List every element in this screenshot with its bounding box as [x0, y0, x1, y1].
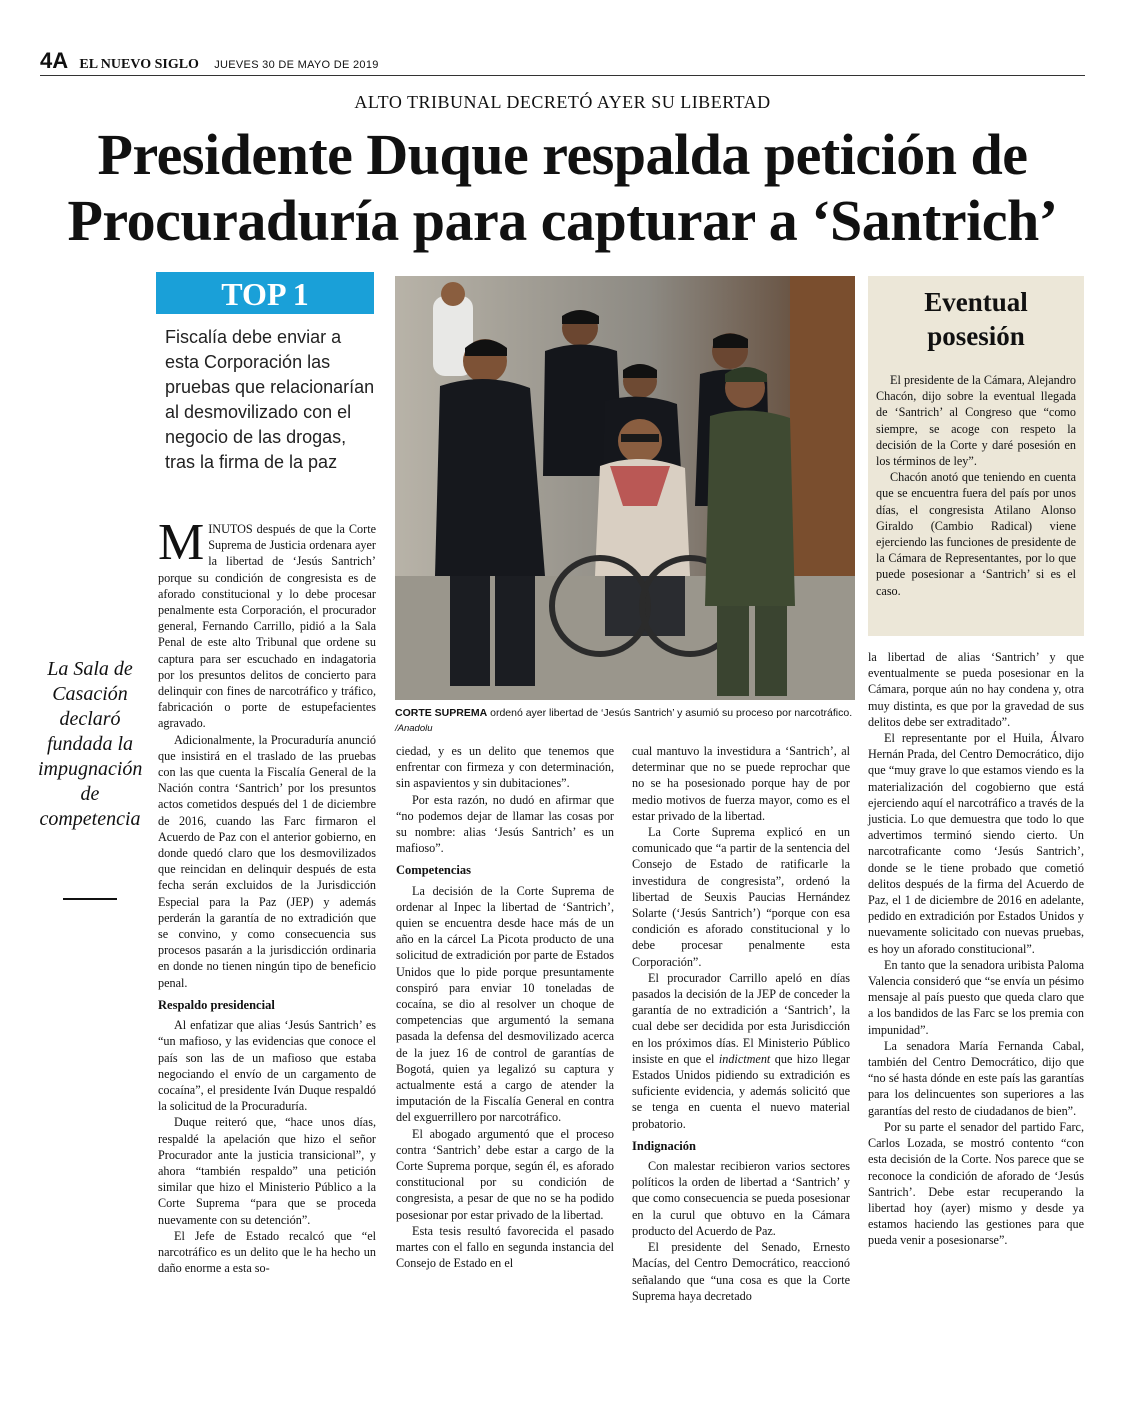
- article-paragraph: [632, 970, 850, 1132]
- article-column-1: [158, 514, 376, 1276]
- article-paragraph: La Corte Suprema explicó en un comunicado que “a partir de la sentencia del Consejo de Estado de ratificarle la investidura de congresista”, ordenó la libertad de Seuxis Paucias Hernández Solarte (‘Jesús Santrich’) “porque con esa condición es aforado constitucional y lo debe procesar penalmente esta Corporación”.: [632, 825, 850, 969]
- article-paragraph: cual mantuvo la investidura a ‘Santrich’, al determinar que no se puede reprochar que no se ha posesionado porque hay de por medio motivos de fuerza mayor, como es el estar privado de la libertad.: [632, 744, 850, 823]
- article-paragraph: El abogado argumentó que el proceso contra ‘Santrich’ debe estar a cargo de la Corte Suprema porque, según él, es aforado constitucional por su condición de congresista, a pesar de que no se ha podido posesionar por estar privado de la libertad.: [396, 1126, 614, 1222]
- text-run: El procurador Carrillo apeló en días pasados la decisión de la JEP de conceder la garantía de no extradición a ‘Santrich’, la cual debe ser decidida por esta Jurisdicción en los próximos días. El Ministerio Público insiste en que el: [632, 970, 850, 1066]
- header-rule: [40, 75, 1085, 76]
- article-column-4: [868, 649, 1084, 1249]
- sidebar-paragraph: Chacón anotó que teniendo en cuenta que se encuentra fuera del país por unos días, el congresista Atilano Alonso Giraldo (Cambio Radical) viene ejerciendo las funciones de presidente de la Cámara de Representantes, por lo que puede posesionar a ‘Santrich’ si es el caso.: [876, 470, 1076, 598]
- article-paragraph: Con malestar recibieron varios sectores políticos la orden de libertad a ‘Santrich’ y que como consecuencia se pueda posesionar en la curul que obtuvo en la Cámara producto del Acuerdo de Paz.: [632, 1159, 850, 1238]
- sidebar-title-line-1: Eventual: [924, 287, 1028, 317]
- article-paragraph: La decisión de la Corte Suprema de ordenar al Inpec la libertad de ‘Santrich’, quien se encuentra desde hace más de un año en la cárcel La Picota producto de una solicitud de extradición por parte de Estados Unidos que lo pide porque presuntamente conspiró para enviar 10 toneladas de cocaína, se dio al resolver un choque de competencias que argumentó la semana pasada la defensa del desmovilizado acerca de la juez 16 de control de garantías de Bogotá, quien ya legalizó su captura y actualmente está a cargo de atender la imputación de la Fiscalía General en contra del exguerrillero por narcotráfico.: [396, 883, 614, 1125]
- article-paragraph: Por su parte el senador del partido Farc, Carlos Lozada, se mostró contento “con esta decisión de la Corte. Nos parece que se reconoce la condición de aforado de ‘Jesús Santrich’. Debe estar recuperando la libertad hoy (ayer) mismo y desde ya estamos haciendo las gestiones para que pueda venir a posesionarse”.: [868, 1119, 1084, 1248]
- article-paragraph: Al enfatizar que alias ‘Jesús Santrich’ es “un mafioso, y las evidencias que conoce el país son las de un mafioso que estaba negociando el envío de un cargamento de cocaína”, el presidente Iván Duque respaldó la solicitud de la Procuraduría.: [158, 1018, 376, 1114]
- caption-text: ordenó ayer libertad de ‘Jesús Santrich’ y asumió su proceso por narcotráfico.: [487, 707, 853, 719]
- subheading: Respaldo presidencial: [158, 997, 275, 1012]
- headline-line-1: Presidente Duque respalda petición de: [97, 122, 1028, 187]
- article-paragraph: Por esta razón, no dudó en afirmar que “no podemos dejar de llamar las cosas por su nombre: alias ‘Jesús Santrich’ es un mafioso”.: [396, 792, 614, 856]
- deck-summary: Fiscalía debe enviar a esta Corporación las pruebas que relacionarían al desmovilizado con el negocio de las drogas, tras la firma de la paz: [165, 327, 375, 472]
- article-column-2: [396, 743, 614, 1272]
- photo-credit: /Anadolu: [395, 723, 433, 734]
- article-paragraph: La senadora María Fernanda Cabal, también del Centro Democrático, dijo que “no sé hasta dónde en este país las garantías para los delincuentes son superiores a las garantías del resto de ciudadanos de bien”.: [868, 1038, 1084, 1118]
- kicker: ALTO TRIBUNAL DECRETÓ AYER SU LIBERTAD: [354, 92, 771, 112]
- issue-date: JUEVES 30 DE MAYO DE 2019: [214, 59, 379, 71]
- article-column-3: [632, 743, 850, 1304]
- article-paragraph: Esta tesis resultó favorecida el pasado martes con el fallo en segunda instancia del Consejo de Estado en el: [396, 1223, 614, 1271]
- article-paragraph: El presidente del Senado, Ernesto Macías, del Centro Democrático, reaccionó señalando que “una cosa es que la Corte Suprema haya decretado: [632, 1240, 850, 1303]
- news-photo: [395, 276, 855, 700]
- caption-lead: CORTE SUPREMA: [395, 707, 488, 719]
- subheading: Indignación: [632, 1138, 696, 1153]
- italic-term: indictment: [718, 1051, 771, 1066]
- headline-line-2: Procuraduría para capturar a ‘Santrich’: [67, 188, 1058, 253]
- article-paragraph: [158, 514, 376, 732]
- article-paragraph: ciedad, y es un delito que tenemos que enfrentar con firmeza y con determinación, sin aspavientos y sin dubitaciones”.: [396, 744, 614, 791]
- pull-quote-rule: [63, 898, 117, 900]
- headline: [40, 122, 1085, 254]
- article-paragraph: El representante por el Huila, Álvaro Hernán Prada, del Centro Democrático, dijo que “muy grave lo que estamos viendo es la materialización del cogobierno que está ejerciendo aquí el narcotráfico a través de la justicia. Lo que demuestra que todo lo que advertimos terminó siendo cierto. Un narcotraficante como ‘Jesús Santrich’, donde se le tiene probado que cometió delitos después de la firma del Acuerdo de Paz, el 1 de diciembre de 2016 en adelante, pedido en extradición por Estados Unidos y nuevamente solicitado con nuevas pruebas, es hoy un aforado constitucional”.: [868, 731, 1084, 956]
- drop-cap: M: [158, 514, 205, 571]
- text-run: que hizo llegar Estados Unidos pidiendo su extradición es suficiente evidencia, y además solicitó que se tenga en cuenta el nuevo material probatorio.: [632, 1051, 850, 1131]
- sidebar-text: [876, 372, 1076, 599]
- photo-illustration: [395, 276, 855, 700]
- page-number: 4A: [40, 48, 69, 73]
- page-header: [40, 48, 379, 74]
- lead-text: INUTOS después de que la Corte Suprema de Justicia ordenara ayer la libertad de ‘Jesús Santrich’ porque su condición de congresista es de aforado constitucional y lo debe procesar penalmente esta Corporación, el procurador general, Fernando Carrillo, pidió a la Sala Penal de este alto Tribunal que ordene su captura para ser escuchado en indagatoria por los presuntos delitos de concierto para delinquir con fines de narcotráfico y tráfico, fabricación o porte de estupefacientes agravado.: [158, 522, 376, 731]
- article-paragraph: En tanto que la senadora uribista Paloma Valencia consideró que “se envía un pésimo mensaje al país puesto que queda claro que a los bandidos de las Farc se los premia con impunidad”.: [868, 957, 1084, 1037]
- pull-quote: La Sala de Casación declaró fundada la impugnación de competencia: [38, 658, 143, 830]
- subheading: Competencias: [396, 863, 471, 878]
- sidebar-paragraph: El presidente de la Cámara, Alejandro Chacón, dijo sobre la eventual llegada de ‘Santrich’ al Congreso que “como siempre, se acoge con respeto la decisión de la Corte y daré posesión en los términos de ley”.: [876, 373, 1076, 469]
- sidebar-title: [868, 285, 1084, 353]
- photo-caption: [395, 706, 855, 736]
- article-paragraph: El Jefe de Estado recalcó que “el narcotráfico es un delito que le ha hecho un daño enorme a esta so-: [158, 1228, 376, 1276]
- article-paragraph: Adicionalmente, la Procuraduría anunció que insistirá en el traslado de las pruebas con las que cuenta la Fiscalía General de la Nación contra ‘Santrich’ por los presuntos actos cometidos después del 1 de diciembre de 2016, cuando las Farc firmaron el Acuerdo de Paz con el anterior gobierno, en donde quedó claro que los desmovilizados que reincidan en delinquir después de esta fecha serán excluidos de la Jurisdicción Especial para la Paz (JEP) y además perderán la garantía de no extradición que se convino, y como consecuencia sus procesos pasarán a la jurisdicción ordinaria en donde no tienen ningún tipo de beneficio penal.: [158, 732, 376, 990]
- article-paragraph: Duque reiteró que, “hace unos días, respaldé la apelación que hizo el señor Procurador ante la justicia transicional”, y ahora “también respaldo” una petición similar que hizo el Ministerio Público a la Corte Suprema “para que se proceda nuevamente con su detención”.: [158, 1115, 376, 1227]
- top1-badge: TOP 1: [156, 272, 374, 314]
- newspaper-name: EL NUEVO SIGLO: [79, 57, 199, 72]
- sidebar-title-line-2: posesión: [927, 321, 1025, 351]
- article-paragraph: la libertad de alias ‘Santrich’ y que eventualmente se pueda posesionar en la Cámara, porque aún no hay condena y, otra muy distinta, es que por la gravedad de sus delitos debe ser extraditado”.: [868, 650, 1084, 729]
